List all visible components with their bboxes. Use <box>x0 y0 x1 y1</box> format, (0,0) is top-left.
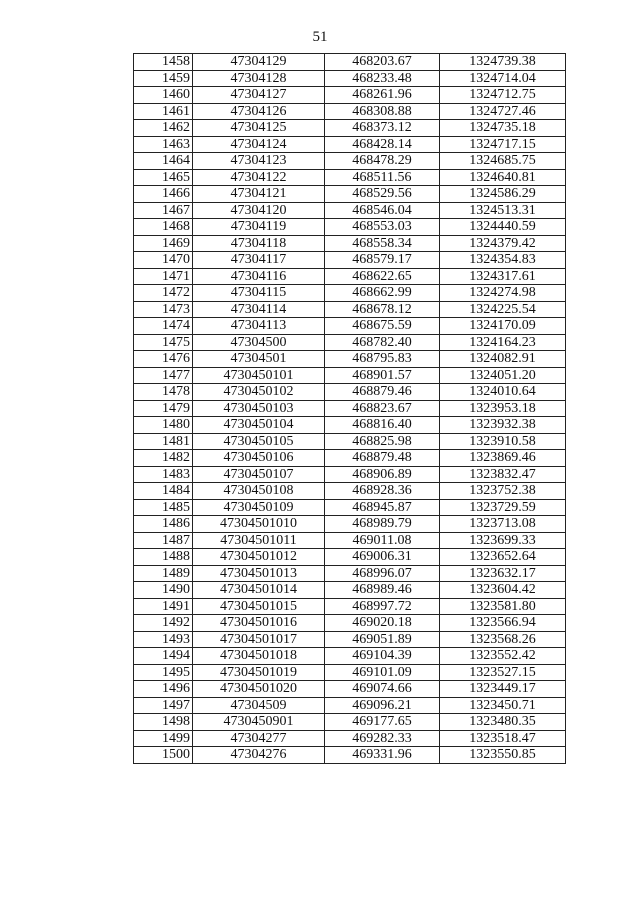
point-id-cell: 47304121 <box>193 186 325 203</box>
y-coordinate-cell: 1324685.75 <box>440 153 566 170</box>
point-id-cell: 47304116 <box>193 268 325 285</box>
x-coordinate-cell: 468662.99 <box>325 285 440 302</box>
table-row <box>134 516 566 533</box>
table-row <box>134 400 566 417</box>
row-number-cell: 1489 <box>134 565 193 582</box>
table-row <box>134 681 566 698</box>
row-number-cell: 1496 <box>134 681 193 698</box>
x-coordinate-cell: 469020.18 <box>325 615 440 632</box>
table-row <box>134 747 566 764</box>
y-coordinate-cell: 1323518.47 <box>440 730 566 747</box>
x-coordinate-cell: 468945.87 <box>325 499 440 516</box>
row-number-cell: 1479 <box>134 400 193 417</box>
y-coordinate-cell: 1323480.35 <box>440 714 566 731</box>
point-id-cell: 47304276 <box>193 747 325 764</box>
table-row <box>134 103 566 120</box>
table-row <box>134 268 566 285</box>
x-coordinate-cell: 469331.96 <box>325 747 440 764</box>
y-coordinate-cell: 1323568.26 <box>440 631 566 648</box>
y-coordinate-cell: 1323699.33 <box>440 532 566 549</box>
x-coordinate-cell: 468989.46 <box>325 582 440 599</box>
y-coordinate-cell: 1324010.64 <box>440 384 566 401</box>
table-row <box>134 466 566 483</box>
x-coordinate-cell: 468261.96 <box>325 87 440 104</box>
point-id-cell: 47304501019 <box>193 664 325 681</box>
point-id-cell: 47304501018 <box>193 648 325 665</box>
x-coordinate-cell: 469096.21 <box>325 697 440 714</box>
y-coordinate-cell: 1323652.64 <box>440 549 566 566</box>
x-coordinate-cell: 468511.56 <box>325 169 440 186</box>
point-id-cell: 47304501016 <box>193 615 325 632</box>
x-coordinate-cell: 469177.65 <box>325 714 440 731</box>
point-id-cell: 4730450109 <box>193 499 325 516</box>
table-row <box>134 730 566 747</box>
row-number-cell: 1497 <box>134 697 193 714</box>
row-number-cell: 1473 <box>134 301 193 318</box>
row-number-cell: 1486 <box>134 516 193 533</box>
y-coordinate-cell: 1324735.18 <box>440 120 566 137</box>
row-number-cell: 1470 <box>134 252 193 269</box>
table-row <box>134 367 566 384</box>
table-row <box>134 153 566 170</box>
y-coordinate-cell: 1323552.42 <box>440 648 566 665</box>
y-coordinate-cell: 1323550.85 <box>440 747 566 764</box>
y-coordinate-cell: 1324739.38 <box>440 54 566 71</box>
x-coordinate-cell: 468308.88 <box>325 103 440 120</box>
y-coordinate-cell: 1323832.47 <box>440 466 566 483</box>
row-number-cell: 1463 <box>134 136 193 153</box>
y-coordinate-cell: 1323932.38 <box>440 417 566 434</box>
x-coordinate-cell: 468558.34 <box>325 235 440 252</box>
table-row <box>134 714 566 731</box>
point-id-cell: 47304277 <box>193 730 325 747</box>
y-coordinate-cell: 1324712.75 <box>440 87 566 104</box>
x-coordinate-cell: 468816.40 <box>325 417 440 434</box>
row-number-cell: 1494 <box>134 648 193 665</box>
y-coordinate-cell: 1323713.08 <box>440 516 566 533</box>
table-row <box>134 54 566 71</box>
row-number-cell: 1498 <box>134 714 193 731</box>
x-coordinate-cell: 468997.72 <box>325 598 440 615</box>
row-number-cell: 1499 <box>134 730 193 747</box>
point-id-cell: 47304126 <box>193 103 325 120</box>
x-coordinate-cell: 468823.67 <box>325 400 440 417</box>
point-id-cell: 4730450102 <box>193 384 325 401</box>
page-number: 51 <box>312 29 328 45</box>
x-coordinate-cell: 468203.67 <box>325 54 440 71</box>
row-number-cell: 1464 <box>134 153 193 170</box>
point-id-cell: 47304501010 <box>193 516 325 533</box>
point-id-cell: 47304128 <box>193 70 325 87</box>
row-number-cell: 1472 <box>134 285 193 302</box>
x-coordinate-cell: 468478.29 <box>325 153 440 170</box>
point-id-cell: 47304115 <box>193 285 325 302</box>
y-coordinate-cell: 1324513.31 <box>440 202 566 219</box>
x-coordinate-cell: 468901.57 <box>325 367 440 384</box>
row-number-cell: 1491 <box>134 598 193 615</box>
row-number-cell: 1469 <box>134 235 193 252</box>
row-number-cell: 1488 <box>134 549 193 566</box>
row-number-cell: 1460 <box>134 87 193 104</box>
row-number-cell: 1480 <box>134 417 193 434</box>
point-id-cell: 47304123 <box>193 153 325 170</box>
table-row <box>134 565 566 582</box>
table-row <box>134 433 566 450</box>
x-coordinate-cell: 468928.36 <box>325 483 440 500</box>
y-coordinate-cell: 1324714.04 <box>440 70 566 87</box>
row-number-cell: 1492 <box>134 615 193 632</box>
row-number-cell: 1475 <box>134 334 193 351</box>
row-number-cell: 1477 <box>134 367 193 384</box>
point-id-cell: 47304501012 <box>193 549 325 566</box>
y-coordinate-cell: 1324170.09 <box>440 318 566 335</box>
x-coordinate-cell: 469011.08 <box>325 532 440 549</box>
table-row <box>134 483 566 500</box>
x-coordinate-cell: 468428.14 <box>325 136 440 153</box>
point-id-cell: 47304129 <box>193 54 325 71</box>
x-coordinate-cell: 468782.40 <box>325 334 440 351</box>
table-row <box>134 235 566 252</box>
row-number-cell: 1474 <box>134 318 193 335</box>
row-number-cell: 1481 <box>134 433 193 450</box>
point-id-cell: 4730450103 <box>193 400 325 417</box>
point-id-cell: 47304501015 <box>193 598 325 615</box>
table-row <box>134 334 566 351</box>
point-id-cell: 47304509 <box>193 697 325 714</box>
y-coordinate-cell: 1324640.81 <box>440 169 566 186</box>
row-number-cell: 1467 <box>134 202 193 219</box>
table-row <box>134 136 566 153</box>
table-row <box>134 186 566 203</box>
point-id-cell: 47304501013 <box>193 565 325 582</box>
y-coordinate-cell: 1323527.15 <box>440 664 566 681</box>
point-id-cell: 47304501011 <box>193 532 325 549</box>
x-coordinate-cell: 469006.31 <box>325 549 440 566</box>
y-coordinate-cell: 1324317.61 <box>440 268 566 285</box>
x-coordinate-cell: 469282.33 <box>325 730 440 747</box>
y-coordinate-cell: 1324051.20 <box>440 367 566 384</box>
y-coordinate-cell: 1324717.15 <box>440 136 566 153</box>
point-id-cell: 4730450901 <box>193 714 325 731</box>
table-row <box>134 169 566 186</box>
row-number-cell: 1493 <box>134 631 193 648</box>
x-coordinate-cell: 468996.07 <box>325 565 440 582</box>
row-number-cell: 1487 <box>134 532 193 549</box>
table-row <box>134 252 566 269</box>
coordinates-table <box>133 53 566 764</box>
y-coordinate-cell: 1323869.46 <box>440 450 566 467</box>
x-coordinate-cell: 469074.66 <box>325 681 440 698</box>
row-number-cell: 1485 <box>134 499 193 516</box>
table-row <box>134 301 566 318</box>
row-number-cell: 1462 <box>134 120 193 137</box>
y-coordinate-cell: 1323604.42 <box>440 582 566 599</box>
y-coordinate-cell: 1323953.18 <box>440 400 566 417</box>
x-coordinate-cell: 468233.48 <box>325 70 440 87</box>
point-id-cell: 4730450108 <box>193 483 325 500</box>
y-coordinate-cell: 1324727.46 <box>440 103 566 120</box>
point-id-cell: 47304114 <box>193 301 325 318</box>
y-coordinate-cell: 1324164.23 <box>440 334 566 351</box>
table-row <box>134 697 566 714</box>
table-row <box>134 70 566 87</box>
point-id-cell: 4730450106 <box>193 450 325 467</box>
x-coordinate-cell: 468825.98 <box>325 433 440 450</box>
row-number-cell: 1465 <box>134 169 193 186</box>
table-row <box>134 384 566 401</box>
table-row <box>134 648 566 665</box>
point-id-cell: 47304501017 <box>193 631 325 648</box>
x-coordinate-cell: 468529.56 <box>325 186 440 203</box>
y-coordinate-cell: 1324274.98 <box>440 285 566 302</box>
point-id-cell: 47304117 <box>193 252 325 269</box>
point-id-cell: 47304120 <box>193 202 325 219</box>
x-coordinate-cell: 468622.65 <box>325 268 440 285</box>
point-id-cell: 47304501020 <box>193 681 325 698</box>
row-number-cell: 1466 <box>134 186 193 203</box>
y-coordinate-cell: 1324354.83 <box>440 252 566 269</box>
point-id-cell: 47304113 <box>193 318 325 335</box>
y-coordinate-cell: 1323752.38 <box>440 483 566 500</box>
table-row <box>134 549 566 566</box>
point-id-cell: 4730450104 <box>193 417 325 434</box>
x-coordinate-cell: 469101.09 <box>325 664 440 681</box>
x-coordinate-cell: 468678.12 <box>325 301 440 318</box>
row-number-cell: 1490 <box>134 582 193 599</box>
x-coordinate-cell: 469104.39 <box>325 648 440 665</box>
y-coordinate-cell: 1323450.71 <box>440 697 566 714</box>
y-coordinate-cell: 1324586.29 <box>440 186 566 203</box>
point-id-cell: 47304125 <box>193 120 325 137</box>
point-id-cell: 47304500 <box>193 334 325 351</box>
y-coordinate-cell: 1324379.42 <box>440 235 566 252</box>
table-row <box>134 120 566 137</box>
table-row <box>134 615 566 632</box>
x-coordinate-cell: 468989.79 <box>325 516 440 533</box>
row-number-cell: 1476 <box>134 351 193 368</box>
x-coordinate-cell: 468795.83 <box>325 351 440 368</box>
table-row <box>134 285 566 302</box>
row-number-cell: 1468 <box>134 219 193 236</box>
table-row <box>134 351 566 368</box>
table-row <box>134 664 566 681</box>
table-row <box>134 450 566 467</box>
row-number-cell: 1458 <box>134 54 193 71</box>
x-coordinate-cell: 468553.03 <box>325 219 440 236</box>
table-row <box>134 318 566 335</box>
point-id-cell: 4730450101 <box>193 367 325 384</box>
table-row <box>134 631 566 648</box>
row-number-cell: 1495 <box>134 664 193 681</box>
row-number-cell: 1478 <box>134 384 193 401</box>
table-row <box>134 219 566 236</box>
y-coordinate-cell: 1323729.59 <box>440 499 566 516</box>
table-row <box>134 532 566 549</box>
x-coordinate-cell: 468373.12 <box>325 120 440 137</box>
point-id-cell: 47304118 <box>193 235 325 252</box>
point-id-cell: 47304501 <box>193 351 325 368</box>
point-id-cell: 47304122 <box>193 169 325 186</box>
point-id-cell: 47304127 <box>193 87 325 104</box>
y-coordinate-cell: 1324225.54 <box>440 301 566 318</box>
x-coordinate-cell: 468546.04 <box>325 202 440 219</box>
y-coordinate-cell: 1323581.80 <box>440 598 566 615</box>
table-row <box>134 598 566 615</box>
coordinates-table-body <box>134 54 566 764</box>
row-number-cell: 1482 <box>134 450 193 467</box>
row-number-cell: 1500 <box>134 747 193 764</box>
x-coordinate-cell: 468579.17 <box>325 252 440 269</box>
point-id-cell: 47304124 <box>193 136 325 153</box>
table-row <box>134 202 566 219</box>
x-coordinate-cell: 468879.46 <box>325 384 440 401</box>
y-coordinate-cell: 1323910.58 <box>440 433 566 450</box>
x-coordinate-cell: 468675.59 <box>325 318 440 335</box>
table-row <box>134 499 566 516</box>
y-coordinate-cell: 1323566.94 <box>440 615 566 632</box>
y-coordinate-cell: 1323449.17 <box>440 681 566 698</box>
row-number-cell: 1471 <box>134 268 193 285</box>
row-number-cell: 1459 <box>134 70 193 87</box>
y-coordinate-cell: 1324440.59 <box>440 219 566 236</box>
point-id-cell: 4730450107 <box>193 466 325 483</box>
point-id-cell: 47304119 <box>193 219 325 236</box>
y-coordinate-cell: 1324082.91 <box>440 351 566 368</box>
row-number-cell: 1484 <box>134 483 193 500</box>
x-coordinate-cell: 468879.48 <box>325 450 440 467</box>
table-row <box>134 87 566 104</box>
point-id-cell: 4730450105 <box>193 433 325 450</box>
x-coordinate-cell: 469051.89 <box>325 631 440 648</box>
table-row <box>134 417 566 434</box>
x-coordinate-cell: 468906.89 <box>325 466 440 483</box>
table-row <box>134 582 566 599</box>
y-coordinate-cell: 1323632.17 <box>440 565 566 582</box>
row-number-cell: 1461 <box>134 103 193 120</box>
point-id-cell: 47304501014 <box>193 582 325 599</box>
row-number-cell: 1483 <box>134 466 193 483</box>
